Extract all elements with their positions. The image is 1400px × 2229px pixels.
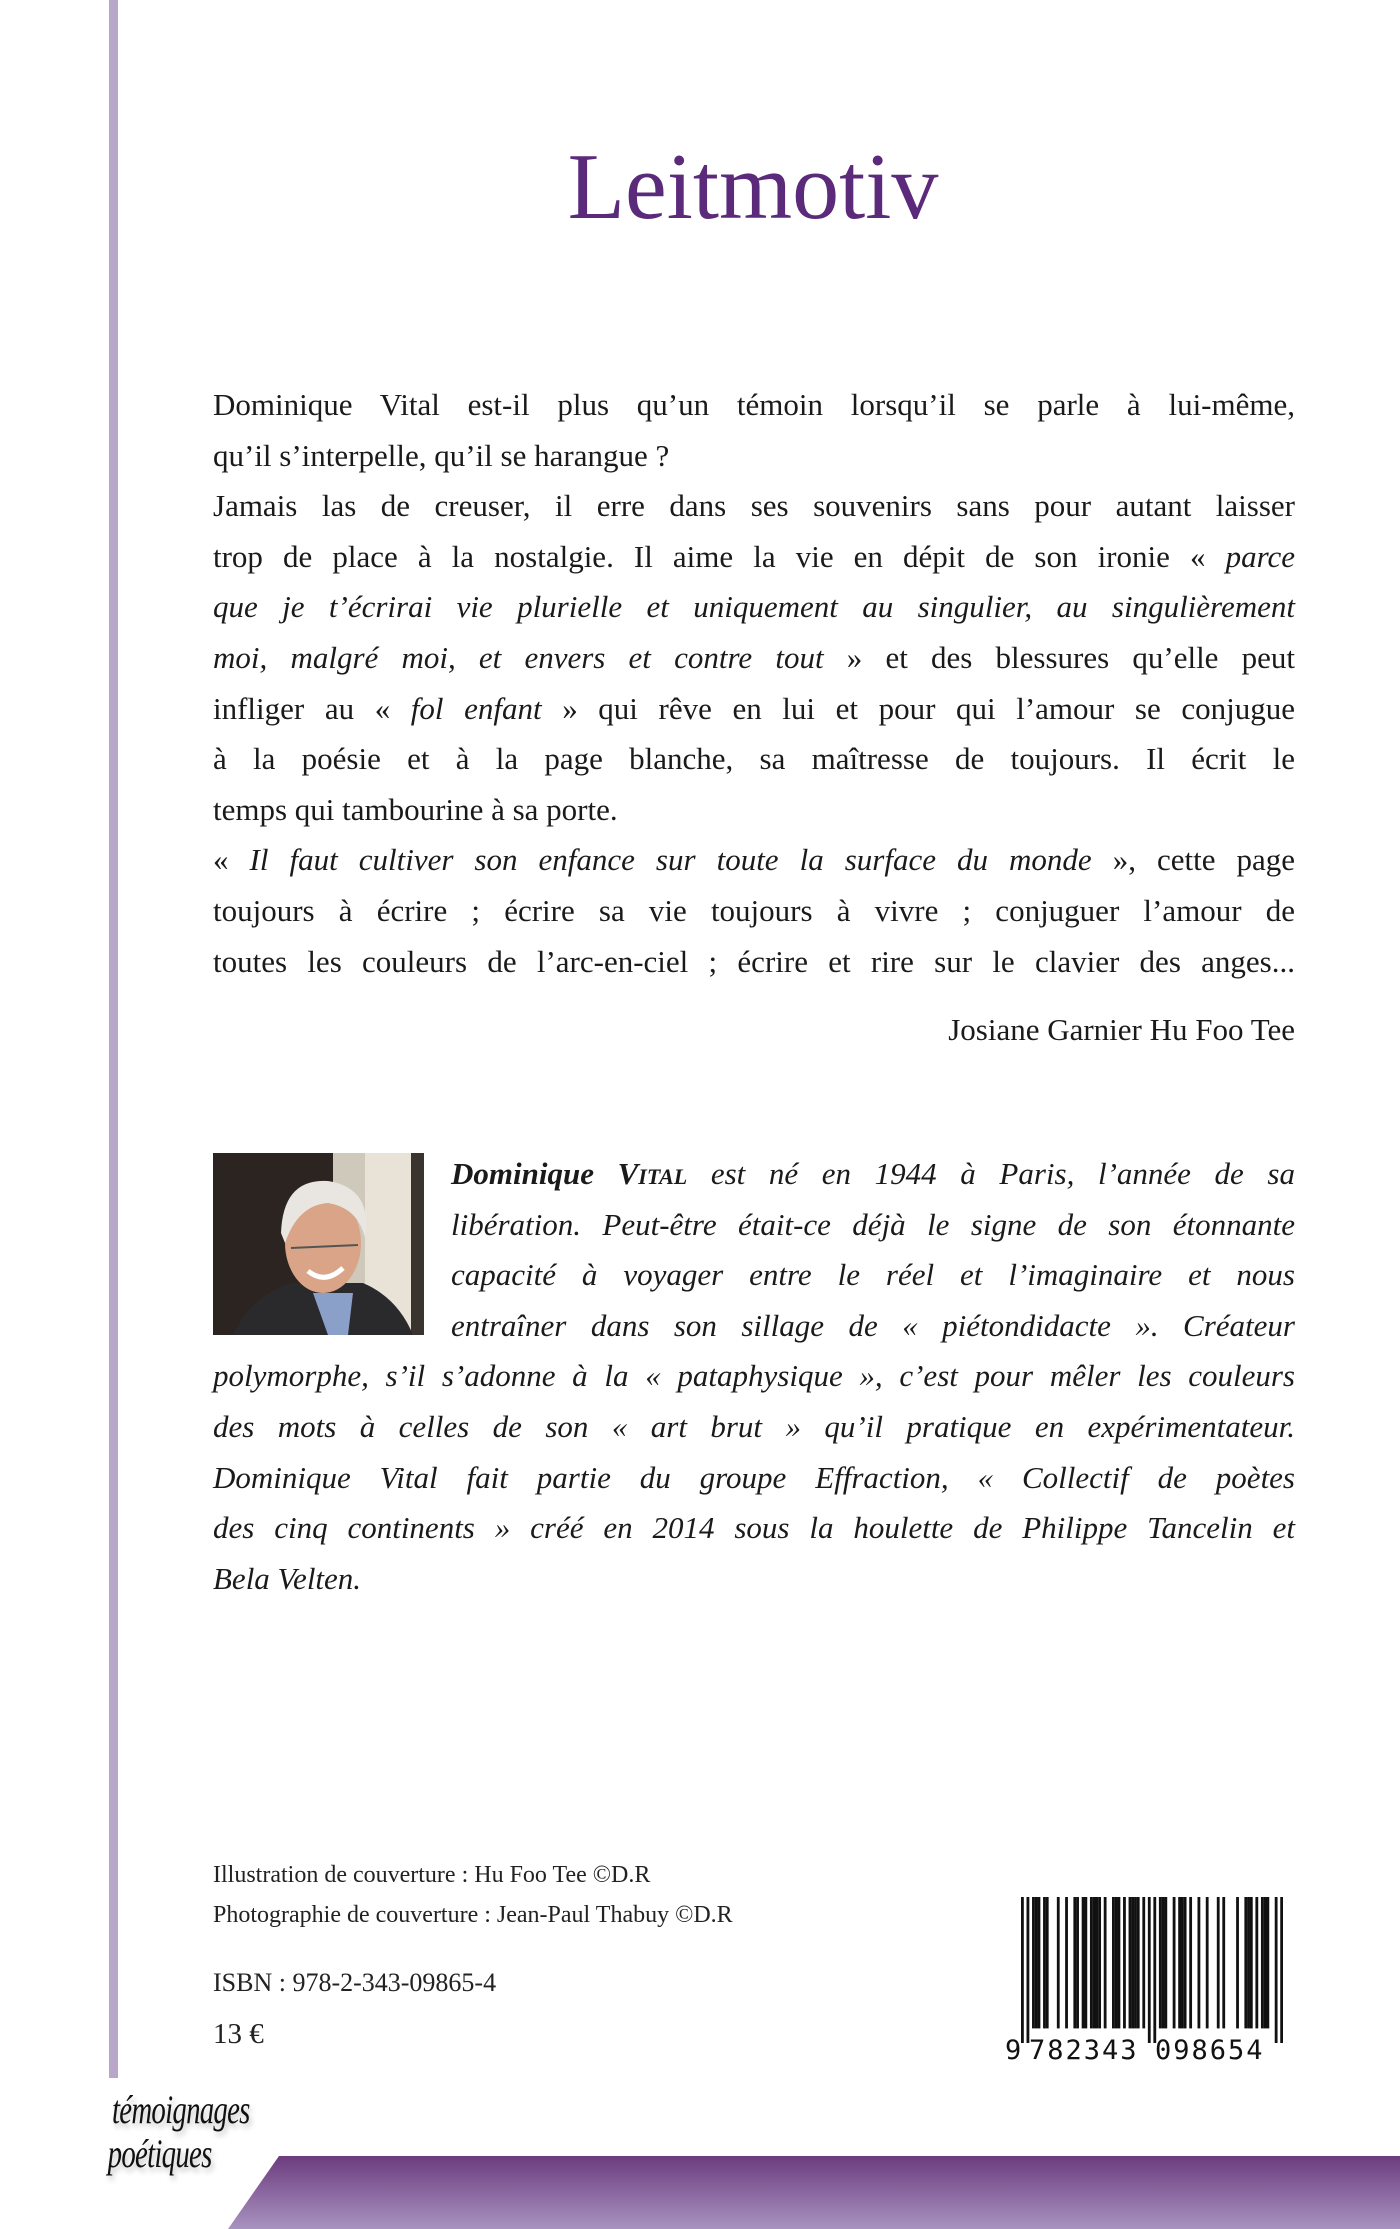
- isbn-barcode: [1005, 1897, 1287, 2065]
- blurb-quote: moi, malgré moi, et envers et contre tout: [213, 639, 824, 675]
- collection-line-1: témoignages: [112, 2087, 250, 2132]
- blurb-text: «: [213, 842, 250, 878]
- barcode-bar: [1181, 1897, 1184, 2028]
- barcode-bar: [1173, 1897, 1176, 2028]
- barcode-bar: [1098, 1897, 1101, 2028]
- barcode-bar: [1021, 1897, 1024, 2043]
- blurb-text: infliger au «: [213, 690, 411, 726]
- barcode-bar: [1250, 1897, 1253, 2028]
- barcode-bar: [1266, 1897, 1269, 2028]
- blurb-text: » et des blessures qu’elle peut: [823, 639, 1295, 675]
- barcode-bar: [1280, 1897, 1283, 2043]
- barcode-bar: [1236, 1897, 1239, 2028]
- barcode-left-digits: 782343: [1029, 2035, 1139, 2066]
- barcode-bar: [1148, 1897, 1151, 2043]
- barcode-bar: [1255, 1897, 1258, 2028]
- barcode-bar: [1206, 1897, 1209, 2028]
- barcode-bar: [1038, 1897, 1041, 2028]
- illustration-credit: Illustration de couverture : Hu Foo Tee ©D.R: [213, 1862, 651, 1888]
- book-title: Leitmotiv: [567, 135, 939, 239]
- blurb-line: à la poésie et à la page blanche, sa maîtresse de toujours. Il écrit le: [213, 741, 1295, 777]
- isbn: ISBN : 978-2-343-09865-4: [213, 1968, 497, 1997]
- blurb-quote: Il faut cultiver son enfance sur toute la surface du monde: [249, 842, 1092, 878]
- barcode-bar: [1027, 1897, 1030, 2043]
- barcode-bar: [1057, 1897, 1060, 2028]
- blurb-line: qu’il s’interpelle, qu’il se harangue ?: [213, 437, 670, 473]
- back-cover-blurb: [213, 380, 1295, 1056]
- bottom-purple-band: [0, 2156, 1400, 2229]
- barcode-bars: [1021, 1897, 1283, 2043]
- barcode-bar: [1164, 1897, 1167, 2028]
- blurb-line: Jamais las de creuser, il erre dans ses souvenirs sans pour autant laisser: [213, 488, 1295, 524]
- blurb-text: » qui rêve en lui et pour qui l’amour se conjugue: [541, 690, 1295, 726]
- barcode-bar: [1112, 1897, 1115, 2028]
- barcode-bar: [1076, 1897, 1079, 2028]
- barcode-bar: [1123, 1897, 1126, 2028]
- barcode-bar: [1032, 1897, 1035, 2028]
- blurb-line: [213, 532, 1295, 583]
- cover-credits: [213, 1855, 733, 1935]
- side-accent-bar: [109, 0, 118, 2078]
- barcode-bar: [1115, 1897, 1118, 2028]
- bio-text: est né en 1944 à Paris, l’année de sa: [687, 1156, 1295, 1191]
- barcode-bar: [1184, 1897, 1187, 2028]
- barcode-bar: [1275, 1897, 1278, 2043]
- blurb-quote: parce: [1225, 538, 1295, 574]
- bio-line: des cinq continents » créé en 2014 sous la houlette de Philippe Tancelin et: [213, 1510, 1295, 1546]
- barcode-bar: [1035, 1897, 1038, 2028]
- author-name: [451, 1156, 687, 1191]
- barcode-bar: [1073, 1897, 1076, 2028]
- blurb-line: toutes les couleurs de l’arc-en-ciel ; écrire et rire sur le clavier des anges...: [213, 943, 1295, 979]
- barcode-bar: [1131, 1897, 1134, 2028]
- barcode-bar: [1247, 1897, 1250, 2028]
- barcode-bar: [1264, 1897, 1267, 2028]
- barcode-right-digits: 098654: [1155, 2035, 1265, 2066]
- barcode-bar: [1142, 1897, 1145, 2028]
- barcode-bar: [1104, 1897, 1107, 2028]
- bio-line: Bela Velten.: [213, 1560, 362, 1596]
- bio-line: polymorphe, s’il s’adonne à la « pataphysique », c’est pour mêler les couleurs: [213, 1358, 1295, 1394]
- blurb-text: », cette page: [1091, 842, 1296, 878]
- barcode-bar: [1082, 1897, 1085, 2028]
- price: 13 €: [213, 2018, 264, 2050]
- barcode-bar: [1095, 1897, 1098, 2028]
- bio-line: [451, 1149, 1295, 1200]
- bio-line: entraîner dans son sillage de « piétondidacte ». Créateur: [451, 1307, 1295, 1343]
- barcode-bar: [1093, 1897, 1096, 2028]
- blurb-line: temps qui tambourine à sa porte.: [213, 791, 618, 827]
- blurb-line: [213, 633, 1295, 684]
- barcode-bar: [1159, 1897, 1162, 2028]
- barcode-bar: [1261, 1897, 1264, 2028]
- barcode-bar: [1084, 1897, 1087, 2028]
- blurb-text: trop de place à la nostalgie. Il aime la vie en dépit de son ironie «: [213, 538, 1226, 574]
- collection-line-2: poétiques: [107, 2131, 212, 2176]
- blurb-signature: Josiane Garnier Hu Foo Tee: [948, 1012, 1295, 1048]
- barcode-bar: [1198, 1897, 1201, 2028]
- barcode-bar: [1046, 1897, 1049, 2028]
- barcode-bar: [1244, 1897, 1247, 2028]
- barcode-bar: [1118, 1897, 1121, 2028]
- author-surname: Vital: [617, 1156, 688, 1191]
- author-biography: [213, 1149, 1295, 1604]
- barcode-bar: [1217, 1897, 1220, 2028]
- blurb-line: que je t’écrirai vie plurielle et uniquement au singulier, au singulièrement: [213, 589, 1295, 625]
- barcode-bar: [1162, 1897, 1165, 2028]
- barcode-bar: [1134, 1897, 1137, 2028]
- barcode-bar: [1090, 1897, 1093, 2028]
- blurb-quote: fol enfant: [410, 690, 542, 726]
- barcode-bar: [1222, 1897, 1225, 2028]
- barcode-bar: [1189, 1897, 1192, 2028]
- barcode-bar: [1153, 1897, 1156, 2043]
- bio-line: libération. Peut-être était-ce déjà le signe de son étonnante: [451, 1206, 1295, 1242]
- barcode-bar: [1129, 1897, 1132, 2028]
- bio-line: des mots à celles de son « art brut » qu’il pratique en expérimentateur.: [213, 1408, 1295, 1444]
- barcode-bar: [1065, 1897, 1068, 2028]
- author-first-name: Dominique: [451, 1156, 618, 1191]
- photo-credit: Photographie de couverture : Jean-Paul Thabuy ©D.R: [213, 1902, 733, 1928]
- blurb-line: [213, 684, 1295, 735]
- barcode-bar: [1043, 1897, 1046, 2028]
- bio-line: capacité à voyager entre le réel et l’imaginaire et nous: [451, 1257, 1295, 1293]
- blurb-line: Dominique Vital est-il plus qu’un témoin lorsqu’il se parle à lui-même,: [213, 387, 1295, 422]
- blurb-line: toujours à écrire ; écrire sa vie toujours à vivre ; conjuguer l’amour de: [213, 892, 1295, 928]
- barcode-bar: [1178, 1897, 1181, 2028]
- blurb-line: [213, 835, 1295, 886]
- bio-line: Dominique Vital fait partie du groupe Effraction, « Collectif de poètes: [213, 1459, 1295, 1495]
- barcode-bar: [1137, 1897, 1140, 2028]
- barcode-digits: [1005, 2035, 1287, 2066]
- barcode-first-digit: 9: [1005, 2035, 1023, 2066]
